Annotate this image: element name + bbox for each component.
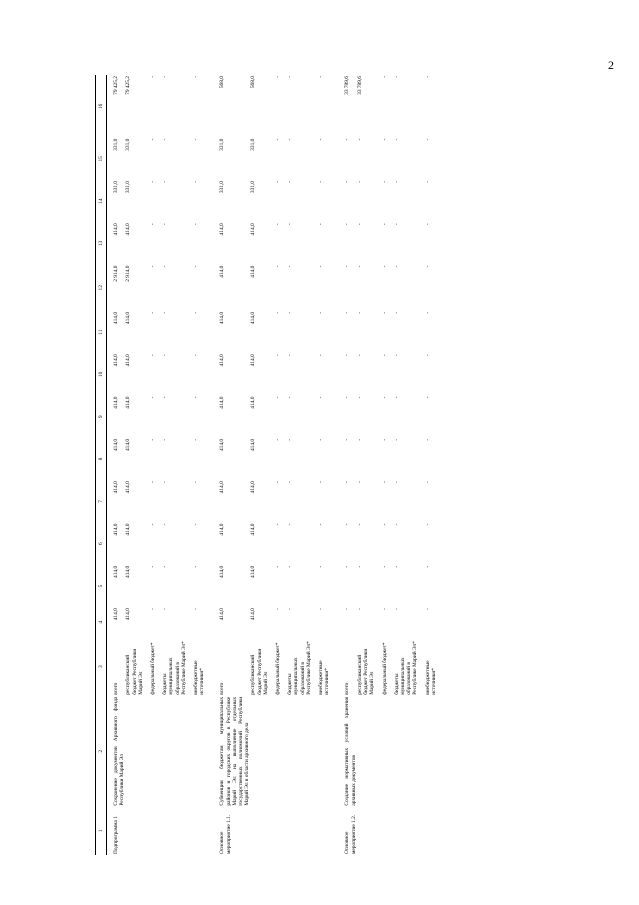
row-program-code: [250, 807, 269, 855]
table-row: [318, 75, 330, 855]
table-row: [344, 75, 356, 855]
row-value-col-12: -: [424, 265, 431, 268]
row-funding-source: федеральный бюджет*: [381, 642, 388, 695]
row-value-col-6: -: [162, 523, 169, 526]
table-row: [357, 75, 376, 855]
table-row: [125, 75, 144, 855]
row-funding-source: бюджеты муниципальных образований в Республике Марий Эл*: [287, 641, 312, 695]
row-value-col-10: 414,0: [113, 354, 119, 367]
row-value-col-15: -: [393, 138, 400, 141]
row-value-col-15: -: [275, 138, 282, 141]
row-value-col-9: -: [275, 396, 282, 399]
row-value-col-8: -: [193, 438, 200, 441]
row-value-col-5: 414,0: [219, 565, 226, 578]
row-value-col-7: -: [193, 481, 200, 483]
row-value-col-7: -: [162, 481, 169, 483]
row-value-col-11: -: [356, 311, 363, 314]
row-value-col-11: 414,0: [250, 311, 257, 325]
row-value-col-16: 79 425,2: [113, 76, 119, 95]
row-value-col-8: 414,0: [113, 438, 119, 452]
row-value-col-13: -: [393, 223, 400, 226]
row-value-col-8: 414,0: [219, 438, 226, 452]
row-value-col-15: 331,0: [125, 138, 132, 151]
row-value-col-4: 414,0: [250, 608, 257, 621]
row-value-col-10: 414,0: [219, 354, 226, 367]
row-value-col-16: -: [150, 76, 157, 78]
row-value-col-14: -: [344, 180, 351, 183]
row-value-col-5: 414,0: [113, 565, 119, 578]
row-value-col-7: 414,0: [250, 481, 257, 494]
row-value-col-15: -: [150, 138, 157, 141]
row-value-col-11: -: [344, 311, 351, 314]
row-value-col-16: -: [193, 76, 200, 78]
row-value-col-11: -: [275, 311, 282, 314]
header-row: [96, 75, 107, 855]
row-value-col-11: -: [287, 311, 294, 314]
row-value-col-13: -: [318, 223, 325, 226]
page-number: 2: [608, 58, 614, 72]
row-value-col-15: 331,0: [250, 138, 257, 151]
table-row: [219, 75, 250, 855]
row-value-col-9: -: [356, 396, 363, 399]
row-value-col-5: -: [150, 565, 157, 568]
row-value-col-15: -: [318, 138, 325, 141]
row-value-col-15: -: [381, 138, 388, 141]
row-value-col-14: -: [381, 180, 388, 183]
row-value-col-4: -: [318, 608, 325, 610]
row-value-col-6: -: [424, 523, 431, 526]
row-value-col-11: -: [381, 311, 388, 314]
row-value-col-9: -: [318, 396, 325, 399]
row-value-col-12: 2 914,0: [125, 265, 132, 282]
row-value-col-10: -: [344, 354, 351, 357]
row-value-col-9: -: [150, 396, 157, 399]
row-value-col-7: -: [393, 481, 400, 483]
col-header-15: 15: [96, 138, 107, 180]
row-value-col-14: 331,0: [250, 180, 257, 194]
row-value-col-9: 414,0: [113, 396, 119, 409]
row-value-col-7: 414,0: [113, 481, 119, 494]
col-header-1: 1: [96, 807, 107, 855]
row-program-code: [162, 807, 187, 855]
row-value-col-12: -: [287, 265, 294, 268]
row-value-col-8: -: [162, 438, 169, 441]
row-value-col-14: -: [393, 180, 400, 183]
row-value-col-7: -: [424, 481, 431, 483]
row-value-col-16: -: [162, 76, 169, 78]
row-value-col-7: -: [356, 481, 363, 483]
row-value-col-12: -: [275, 265, 282, 268]
row-program-name: [425, 696, 437, 807]
row-funding-source: всего: [113, 682, 119, 695]
row-funding-source: федеральный бюджет*: [150, 642, 157, 695]
row-funding-source: республиканский бюджет Республики Марий Эл: [250, 648, 269, 695]
row-value-col-5: -: [356, 565, 363, 568]
table-row: [113, 75, 125, 855]
row-value-col-10: -: [287, 354, 294, 357]
row-value-col-12: -: [393, 265, 400, 268]
row-value-col-13: -: [162, 223, 169, 226]
row-value-col-13: -: [275, 223, 282, 226]
row-value-col-12: -: [344, 265, 351, 268]
row-value-col-10: -: [275, 354, 282, 357]
row-value-col-16: -: [381, 76, 388, 78]
row-value-col-16: 33 789,6: [356, 76, 363, 95]
row-value-col-6: -: [381, 523, 388, 526]
row-funding-source: всего: [344, 682, 351, 695]
row-value-col-15: -: [287, 138, 294, 141]
row-program-code: [394, 807, 419, 855]
table-body: [113, 75, 437, 855]
row-value-col-5: 414,0: [250, 565, 257, 578]
row-value-col-14: -: [356, 180, 363, 183]
row-value-col-12: -: [193, 265, 200, 268]
row-value-col-10: -: [356, 354, 363, 357]
row-value-col-15: 331,0: [113, 138, 119, 151]
row-program-name: [250, 696, 269, 807]
row-program-name: Субвенции бюджетам муниципальных районов и городских округов в Республике Марий Эл на выполнение отдельных государственных полномочий Республики Марий Эл в области архивного дела: [219, 696, 251, 806]
row-value-col-13: -: [424, 223, 431, 226]
row-value-col-8: -: [287, 438, 294, 441]
row-value-col-9: -: [344, 396, 351, 399]
row-value-col-13: -: [344, 223, 351, 226]
row-program-name: [287, 696, 312, 807]
row-value-col-5: -: [162, 565, 169, 568]
row-value-col-7: -: [150, 481, 157, 483]
row-value-col-5: -: [287, 565, 294, 568]
col-header-8: 8: [96, 438, 107, 480]
row-value-col-9: -: [424, 396, 431, 399]
col-header-13: 13: [96, 222, 107, 264]
row-program-code: [193, 807, 205, 855]
row-program-name: [394, 696, 419, 807]
row-funding-source: всего: [219, 682, 226, 695]
row-value-col-6: 414,0: [125, 523, 132, 536]
col-header-7: 7: [96, 480, 107, 522]
row-funding-source: внебюджетные источники*: [424, 660, 437, 695]
table-row: [425, 75, 437, 855]
row-value-col-13: -: [381, 223, 388, 226]
row-value-col-16: 568,0: [250, 76, 257, 89]
row-value-col-4: 414,0: [113, 608, 119, 621]
row-value-col-6: -: [150, 523, 157, 526]
row-value-col-8: -: [381, 438, 388, 441]
row-value-col-10: -: [424, 354, 431, 357]
row-value-col-9: 414,0: [250, 396, 257, 409]
row-value-col-12: 2 914,0: [113, 265, 119, 282]
row-value-col-14: -: [162, 180, 169, 183]
row-program-code: Основное мероприятие 1.2.: [344, 814, 357, 854]
row-value-col-9: -: [287, 396, 294, 399]
table-row: [193, 75, 205, 855]
row-program-name: Сохранение документов Архивного фонда Республики Марий Эл: [113, 696, 126, 806]
row-value-col-16: -: [393, 76, 400, 78]
table-row: [394, 75, 419, 855]
row-value-col-4: -: [344, 608, 351, 610]
row-value-col-8: 414,0: [125, 438, 132, 452]
row-value-col-15: -: [193, 138, 200, 141]
row-value-col-11: -: [393, 311, 400, 314]
row-value-col-4: -: [150, 608, 157, 610]
col-header-9: 9: [96, 396, 107, 438]
row-program-code: [318, 807, 330, 855]
row-value-col-12: 414,0: [219, 265, 226, 278]
row-program-name: [318, 696, 330, 807]
row-value-col-10: -: [393, 354, 400, 357]
row-value-col-10: 414,0: [125, 354, 132, 367]
row-funding-source: республиканский бюджет Республики Марий Эл: [356, 648, 376, 695]
row-value-col-11: 414,0: [113, 311, 119, 325]
col-header-2: 2: [96, 696, 107, 807]
row-value-col-4: -: [193, 608, 200, 610]
row-value-col-6: 414,0: [219, 523, 226, 536]
row-value-col-14: -: [287, 180, 294, 183]
row-value-col-4: -: [162, 608, 169, 610]
row-value-col-4: -: [381, 608, 388, 610]
row-value-col-6: 414,0: [250, 523, 257, 536]
row-program-name: Создание нормативных условий хранения архивных документов: [344, 696, 357, 806]
row-value-col-10: -: [318, 354, 325, 357]
col-header-3: 3: [96, 637, 107, 695]
row-value-col-16: 79 425,2: [125, 76, 132, 95]
row-value-col-14: -: [150, 180, 157, 183]
row-value-col-7: -: [275, 481, 282, 483]
row-value-col-5: -: [193, 565, 200, 568]
row-value-col-5: -: [344, 565, 351, 568]
row-value-col-12: -: [381, 265, 388, 268]
row-value-col-8: 414,0: [250, 438, 257, 452]
row-value-col-9: -: [162, 396, 169, 399]
row-value-col-7: -: [381, 481, 388, 483]
row-value-col-6: -: [193, 523, 200, 526]
row-value-col-5: -: [393, 565, 400, 568]
row-value-col-10: -: [162, 354, 169, 357]
row-value-col-8: -: [275, 438, 282, 441]
row-value-col-13: -: [356, 223, 363, 226]
row-value-col-16: 33 789,6: [344, 76, 351, 95]
row-value-col-10: -: [381, 354, 388, 357]
row-value-col-9: -: [381, 396, 388, 399]
row-value-col-6: -: [318, 523, 325, 526]
row-value-col-5: -: [275, 565, 282, 568]
row-value-col-4: -: [424, 608, 431, 610]
col-header-12: 12: [96, 265, 107, 311]
row-value-col-5: -: [424, 565, 431, 568]
row-program-name: [162, 696, 187, 807]
row-value-col-15: -: [424, 138, 431, 141]
row-program-name: [193, 696, 205, 807]
row-value-col-8: -: [393, 438, 400, 441]
col-header-5: 5: [96, 565, 107, 607]
row-value-col-13: -: [150, 223, 157, 226]
row-value-col-11: -: [150, 311, 157, 314]
row-value-col-13: 414,0: [113, 223, 119, 236]
row-value-col-16: -: [318, 76, 325, 78]
row-value-col-4: 414,0: [125, 608, 132, 621]
row-value-col-8: -: [150, 438, 157, 441]
row-value-col-12: -: [150, 265, 157, 268]
row-value-col-15: -: [356, 138, 363, 141]
row-program-code: [425, 807, 437, 855]
row-value-col-16: -: [287, 76, 294, 78]
row-value-col-6: -: [287, 523, 294, 526]
row-value-col-11: -: [162, 311, 169, 314]
row-value-col-8: -: [318, 438, 325, 441]
row-funding-source: республиканский бюджет Республики Марий Эл: [125, 648, 144, 695]
row-value-col-15: 331,0: [219, 138, 226, 151]
budget-table-rotated: [95, 75, 595, 855]
row-value-col-7: -: [344, 481, 351, 483]
row-value-col-4: 414,0: [219, 608, 226, 621]
row-value-col-16: -: [275, 76, 282, 78]
row-value-col-15: -: [344, 138, 351, 141]
row-value-col-4: -: [356, 608, 363, 610]
row-funding-source: бюджеты муниципальных образований в Республике Марий Эл*: [162, 641, 187, 695]
row-value-col-13: 414,0: [219, 223, 226, 236]
row-value-col-4: -: [287, 608, 294, 610]
row-value-col-11: -: [424, 311, 431, 314]
row-value-col-15: -: [162, 138, 169, 141]
row-value-col-11: 414,0: [219, 311, 226, 325]
row-value-col-11: -: [193, 311, 200, 314]
row-value-col-6: -: [356, 523, 363, 526]
row-value-col-5: -: [318, 565, 325, 568]
col-header-6: 6: [96, 523, 107, 565]
row-value-col-11: -: [318, 311, 325, 314]
row-value-col-5: 414,0: [125, 565, 132, 578]
row-value-col-4: -: [393, 608, 400, 610]
row-value-col-5: -: [381, 565, 388, 568]
row-value-col-14: -: [318, 180, 325, 183]
col-header-14: 14: [96, 180, 107, 222]
row-value-col-13: -: [193, 223, 200, 226]
col-header-10: 10: [96, 353, 107, 395]
row-value-col-4: -: [275, 608, 282, 610]
row-funding-source: федеральный бюджет*: [275, 642, 282, 695]
row-value-col-12: 414,0: [250, 265, 257, 278]
row-funding-source: бюджеты муниципальных образований в Республике Марий Эл*: [393, 641, 419, 695]
col-header-11: 11: [96, 311, 107, 353]
col-header-4: 4: [96, 607, 107, 637]
row-program-name: [357, 696, 376, 807]
row-value-col-9: -: [193, 396, 200, 399]
row-value-col-7: 414,0: [219, 481, 226, 494]
row-value-col-6: 414,0: [113, 523, 119, 536]
budget-table: [95, 75, 437, 855]
row-value-col-14: 331,0: [219, 180, 226, 194]
row-funding-source: внебюджетные источники*: [318, 660, 331, 695]
row-value-col-7: -: [318, 481, 325, 483]
row-value-col-7: 414,0: [125, 481, 132, 494]
row-value-col-16: 568,0: [219, 76, 226, 89]
row-funding-source: внебюджетные источники*: [193, 660, 206, 695]
row-program-code: [357, 807, 376, 855]
row-value-col-10: -: [150, 354, 157, 357]
row-value-col-9: 414,0: [125, 396, 132, 409]
row-value-col-10: -: [193, 354, 200, 357]
row-value-col-14: 331,0: [113, 180, 119, 194]
row-value-col-9: -: [393, 396, 400, 399]
row-program-code: Основное мероприятие 1.1.: [219, 814, 232, 854]
row-value-col-14: -: [424, 180, 431, 183]
row-value-col-14: 331,0: [125, 180, 132, 194]
row-value-col-8: -: [424, 438, 431, 441]
col-header-16: 16: [96, 75, 107, 138]
row-value-col-16: -: [424, 76, 431, 78]
row-value-col-7: -: [287, 481, 294, 483]
row-value-col-12: -: [356, 265, 363, 268]
row-value-col-14: -: [275, 180, 282, 183]
row-value-col-8: -: [356, 438, 363, 441]
row-value-col-14: -: [193, 180, 200, 183]
row-value-col-12: -: [162, 265, 169, 268]
row-value-col-13: 414,0: [250, 223, 257, 236]
row-value-col-9: 414,0: [219, 396, 226, 409]
row-value-col-10: 414,0: [250, 354, 257, 367]
row-program-code: [287, 807, 312, 855]
row-value-col-8: -: [344, 438, 351, 441]
row-value-col-11: 414,0: [125, 311, 132, 325]
row-value-col-13: -: [287, 223, 294, 226]
row-program-name: [125, 696, 144, 807]
table-row: [250, 75, 269, 855]
row-value-col-6: -: [344, 523, 351, 526]
row-value-col-6: -: [393, 523, 400, 526]
row-value-col-6: -: [275, 523, 282, 526]
row-program-code: Подпрограмма 1: [113, 816, 119, 854]
row-value-col-13: 414,0: [125, 223, 132, 236]
table-row: [162, 75, 187, 855]
table-row: [287, 75, 312, 855]
row-value-col-12: -: [318, 265, 325, 268]
row-program-code: [125, 807, 144, 855]
